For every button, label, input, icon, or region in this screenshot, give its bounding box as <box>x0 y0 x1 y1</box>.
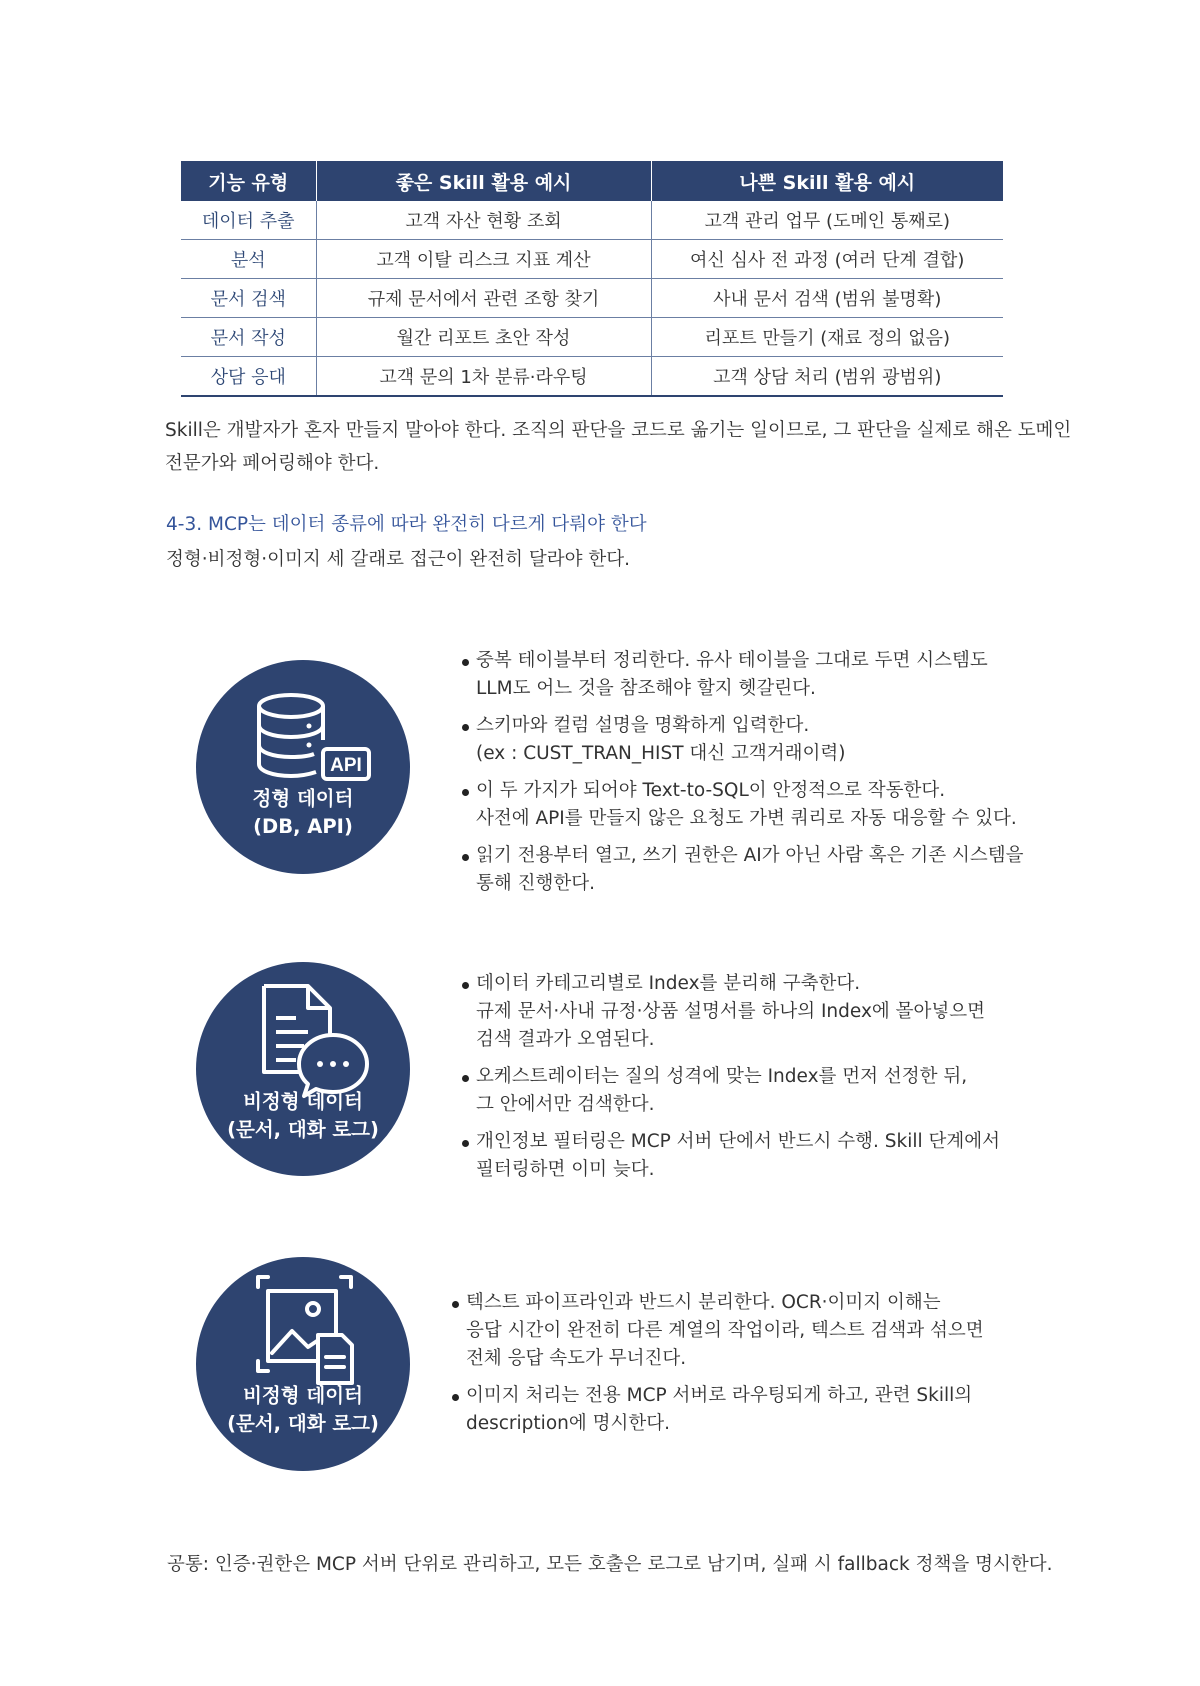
table-header: 기능 유형 <box>181 161 316 201</box>
table-row <box>181 201 1003 240</box>
table-cell: 문서 검색 <box>181 279 316 318</box>
section-subheading: 정형·비정형·이미지 세 갈래로 접근이 완전히 달라야 한다. <box>166 549 630 570</box>
common-policy-note: 공통: 인증·권한은 MCP 서버 단위로 관리하고, 모든 호출은 로그로 남기며, 실패 시 fallback 정책을 명시한다. <box>167 1554 1053 1575</box>
list-item: 오케스트레이터는 질의 성격에 맞는 Index를 먼저 선정한 뒤, 그 안에서만 검색한다. <box>462 1063 1042 1119</box>
list-item: 읽기 전용부터 열고, 쓰기 권한은 AI가 아닌 사람 혹은 기존 시스템을 통해 진행한다. <box>462 842 1042 898</box>
intro-paragraph <box>165 414 1072 480</box>
table-cell: 상담 응대 <box>181 357 316 397</box>
skill-comparison-table <box>181 161 1003 397</box>
table-cell: 고객 상담 처리 (범위 광범위) <box>651 357 1003 397</box>
image-data-badge <box>196 1257 410 1471</box>
caption-line: (DB, API) <box>253 815 353 838</box>
section-heading: 4-3. MCP는 데이터 종류에 따라 완전히 다르게 다뤄야 한다 <box>166 514 647 535</box>
caption-line: (문서, 대화 로그) <box>227 1118 379 1141</box>
table-cell: 규제 문서에서 관련 조항 찾기 <box>316 279 651 318</box>
list-item: 중복 테이블부터 정리한다. 유사 테이블을 그대로 두면 시스템도 LLM도 어느 것을 참조해야 할지 헷갈린다. <box>462 647 1042 703</box>
caption-line: 비정형 데이터 <box>243 1090 363 1113</box>
table-cell: 데이터 추출 <box>181 201 316 240</box>
image-document-icon <box>196 1257 410 1471</box>
table-cell: 고객 이탈 리스크 지표 계산 <box>316 240 651 279</box>
table-cell: 고객 자산 현황 조회 <box>316 201 651 240</box>
list-item: 데이터 카테고리별로 Index를 분리해 구축한다. 규제 문서·사내 규정·상품 설명서를 하나의 Index에 몰아넣으면 검색 결과가 오염된다. <box>462 970 1042 1054</box>
list-item: 개인정보 필터링은 MCP 서버 단에서 반드시 수행. Skill 단계에서 필터링하면 이미 늦다. <box>462 1128 1042 1184</box>
table-cell: 월간 리포트 초안 작성 <box>316 318 651 357</box>
circle-caption <box>196 1382 410 1438</box>
caption-line: 비정형 데이터 <box>243 1384 363 1407</box>
circle-caption <box>196 785 410 841</box>
list-item: 텍스트 파이프라인과 반드시 분리한다. OCR·이미지 이해는 응답 시간이 완전히 다른 계열의 작업이라, 텍스트 검색과 섞으면 전체 응답 속도가 무너진다. <box>452 1289 1032 1373</box>
caption-line: 정형 데이터 <box>252 787 354 810</box>
structured-bullets <box>462 647 1042 907</box>
table-cell: 고객 관리 업무 (도메인 통째로) <box>651 201 1003 240</box>
unstructured-bullets <box>462 970 1042 1193</box>
list-item: 이 두 가지가 되어야 Text-to-SQL이 안정적으로 작동한다. 사전에 API를 만들지 않은 요청도 가변 쿼리로 자동 대응할 수 있다. <box>462 777 1042 833</box>
table-cell: 여신 심사 전 과정 (여러 단계 결합) <box>651 240 1003 279</box>
table-header: 좋은 Skill 활용 예시 <box>316 161 651 201</box>
circle-caption <box>196 1088 410 1144</box>
list-item: 스키마와 컬럼 설명을 명확하게 입력한다. (ex : CUST_TRAN_HIST 대신 고객거래이력) <box>462 712 1042 768</box>
table-cell: 분석 <box>181 240 316 279</box>
unstructured-data-badge <box>196 962 410 1176</box>
table-header-row <box>181 161 1003 201</box>
table-cell: 고객 문의 1차 분류·라우팅 <box>316 357 651 397</box>
database-api-icon <box>196 660 410 874</box>
table-row <box>181 279 1003 318</box>
intro-line: 전문가와 페어링해야 한다. <box>165 453 380 474</box>
table-row <box>181 240 1003 279</box>
table-header: 나쁜 Skill 활용 예시 <box>651 161 1003 201</box>
image-bullets <box>452 1289 1032 1447</box>
table-cell: 문서 작성 <box>181 318 316 357</box>
table-row <box>181 318 1003 357</box>
structured-data-badge <box>196 660 410 874</box>
table-cell: 사내 문서 검색 (범위 불명확) <box>651 279 1003 318</box>
list-item: 이미지 처리는 전용 MCP 서버로 라우팅되게 하고, 관련 Skill의 description에 명시한다. <box>452 1382 1032 1438</box>
table-row <box>181 357 1003 397</box>
api-badge-label: API <box>330 755 362 776</box>
intro-line: Skill은 개발자가 혼자 만들지 말아야 한다. 조직의 판단을 코드로 옮기는 일이므로, 그 판단을 실제로 해온 도메인 <box>165 420 1072 441</box>
table-cell: 리포트 만들기 (재료 정의 없음) <box>651 318 1003 357</box>
caption-line: (문서, 대화 로그) <box>227 1412 379 1435</box>
